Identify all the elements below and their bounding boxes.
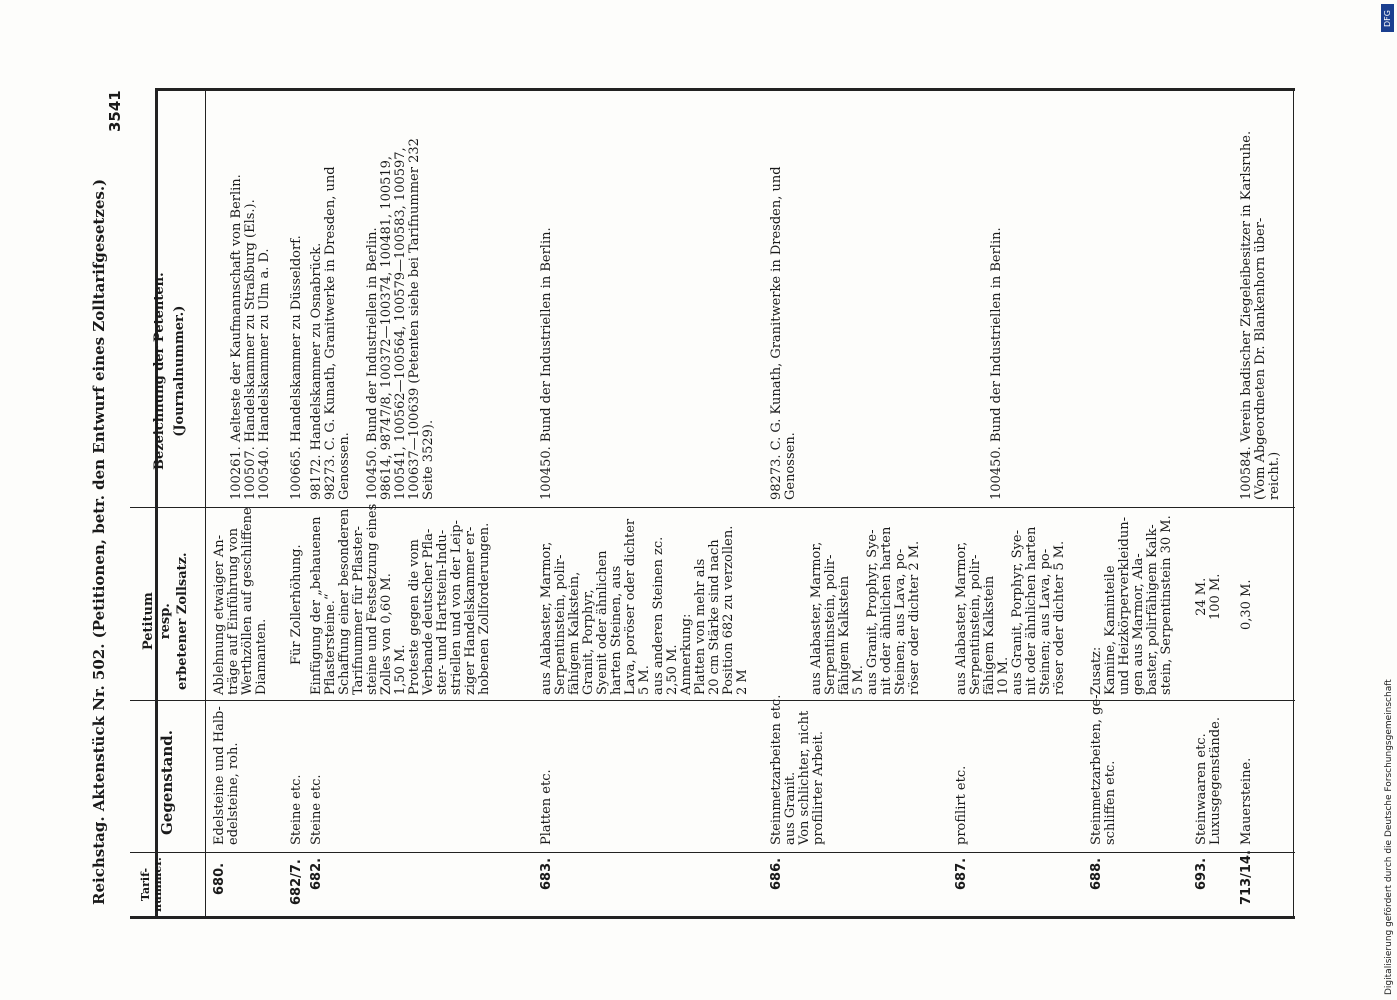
header-row-divider xyxy=(205,88,206,916)
table-top-rule xyxy=(155,88,1295,91)
petitum-682: Einfügung der „behauenen Pflastersteine.“ Schaffung einer besonderen Tarifnummer für Pflaster- steine und Festsetzung eines Zolles von 0,60 M. 1,50 M. Proteste gegen die vom Verbande deutscher Pfla- ster- und Hartstein-Indu- striellen und von der Leip- ziger Handelskammer er- hobenen Zollforderungen. xyxy=(309,503,492,695)
table-right-rule xyxy=(1293,88,1294,916)
page-number: 3541 xyxy=(106,90,124,132)
tarif-693: 693. xyxy=(1194,857,1209,890)
petenten-682: 98172. Handelskammer zu Osnabrück. 98273. C. G. Kunath, Granitwerke in Dresden, und Genossen. 100450. Bund der Industriellen in Berlin. 98614, 98747/8, 100372—100374, 100481, 100519, 100541, 100562—100564, 100579—100583, 100597, 100637—100639 (Petenten siehe bei Tarifnummer 232 Seite 3529). xyxy=(309,138,436,500)
petitum-713-14: 0,30 M. xyxy=(1239,579,1254,630)
dfg-logo: DFG xyxy=(1381,4,1394,32)
column-divider-tarif xyxy=(130,852,1295,853)
petenten-686: 98273. C. G. Kunath, Granitwerke in Dresden, und Genossen. xyxy=(769,166,798,500)
petitum-680: Ablehnung etwaiger An- träge auf Einführung von Werthzöllen auf geschliffene Diamanten. xyxy=(212,507,269,695)
tarif-687: 687. xyxy=(954,857,969,890)
tarif-713-14: 713/14. xyxy=(1239,850,1254,905)
col-header-petenten: Bezeichnung der Petenten. (Journalnummer.) xyxy=(152,272,187,470)
gegenstand-713-14: Mauersteine. xyxy=(1239,757,1254,845)
petenten-682-7: 100665. Handelskammer zu Düsseldorf. xyxy=(289,235,304,500)
petenten-680: 100261. Aelteste der Kaufmannschaft von Berlin. 100507. Handelskammer zu Straßburg (Els.). 100540. Handelskammer zu Ulm a. D. xyxy=(229,174,272,500)
running-head: Reichstag. Aktenstück Nr. 502. (Petitionen, betr. den Entwurf eines Zolltarifgesetzes.) xyxy=(90,178,108,905)
col-header-petitum: Petitum resp. erbetener Zollsatz. xyxy=(141,552,190,690)
petitum-683: aus Alabaster, Marmor, Serpentinstein, polir- fähigem Kalkstein, Granit, Porphyr, Syenit oder ähnlichen harten Steinen, aus Lava, poröser oder dichter 5 M. aus anderen Steinen zc. 2,50 M. Anmerkung: Platten von mehr als 20 cm Stärke sind nach Position 682 zu verzollen. 2 M xyxy=(539,518,750,695)
gegenstand-686: Steinmetzarbeiten etc. aus Granit. Von schlichter, nicht profilirter Arbeit. xyxy=(769,694,826,845)
petitum-687: aus Alabaster, Marmor, Serpentinstein, polir- fähigem Kalkstein 10 M. aus Granit, Porphyr, Sye- nit oder ähnlichen harten Steinen; aus Lava, po- röser oder dichter 5 M. xyxy=(954,526,1067,695)
gegenstand-680: Edelsteine und Halb- edelsteine, roh. xyxy=(212,706,241,845)
column-divider-gegenstand xyxy=(130,700,1295,701)
gegenstand-682-7: Steine etc. xyxy=(289,774,304,845)
tarif-686: 686. xyxy=(769,857,784,890)
gegenstand-683: Platten etc. xyxy=(539,769,554,845)
petitum-688: Zusatz: Kamine, Kaminteile und Heizkörperverkleidun- gen aus Marmor, Ala- baster, polirfähigem Kalk- stein, Serpentinstein 30 M. xyxy=(1089,515,1174,695)
tarif-683: 683. xyxy=(539,857,554,890)
petitum-693: 24 M. 100 M. xyxy=(1194,573,1223,620)
petenten-713-14: 100584. Verein badischer Ziegeleibesitzer in Karlsruhe. (Vom Abgeordneten Dr. Blankenhorn über- reicht.) xyxy=(1239,130,1282,500)
column-divider-petitum xyxy=(130,507,1295,508)
col-header-tarif: Tarif- nummer. xyxy=(139,857,164,912)
tarif-682: 682. xyxy=(309,857,324,890)
table-bottom-rule xyxy=(130,916,1295,919)
tarif-682-7: 682/7. xyxy=(289,859,304,905)
gegenstand-682: Steine etc. xyxy=(309,774,324,845)
petitum-682-7: Für Zollerhöhung. xyxy=(289,544,304,665)
gegenstand-693: Steinwaaren etc. Luxusgegenstände. xyxy=(1194,717,1223,845)
gegenstand-688: Steinmetzarbeiten, ge- schliffen etc. xyxy=(1089,694,1118,845)
digitization-note: Digitalisierung gefördert durch die Deutsche Forschungsgemeinschaft xyxy=(1384,679,1394,995)
col-header-gegenstand: Gegenstand. xyxy=(158,730,176,835)
gegenstand-687: profilirt etc. xyxy=(954,765,969,845)
petitum-686: aus Alabaster, Marmor, Serpentinstein, polir- fähigem Kalkstein 5 M. aus Granit, Prophyr, Sye- nit oder ähnlichen harten Steinen; aus Lava, po- röser oder dichter 2 M. xyxy=(809,526,922,695)
tarif-680: 680. xyxy=(212,862,227,895)
petenten-687: 100450. Bund der Industriellen in Berlin. xyxy=(989,227,1004,500)
petenten-683: 100450. Bund der Industriellen in Berlin. xyxy=(539,227,554,500)
tarif-688: 688. xyxy=(1089,857,1104,890)
